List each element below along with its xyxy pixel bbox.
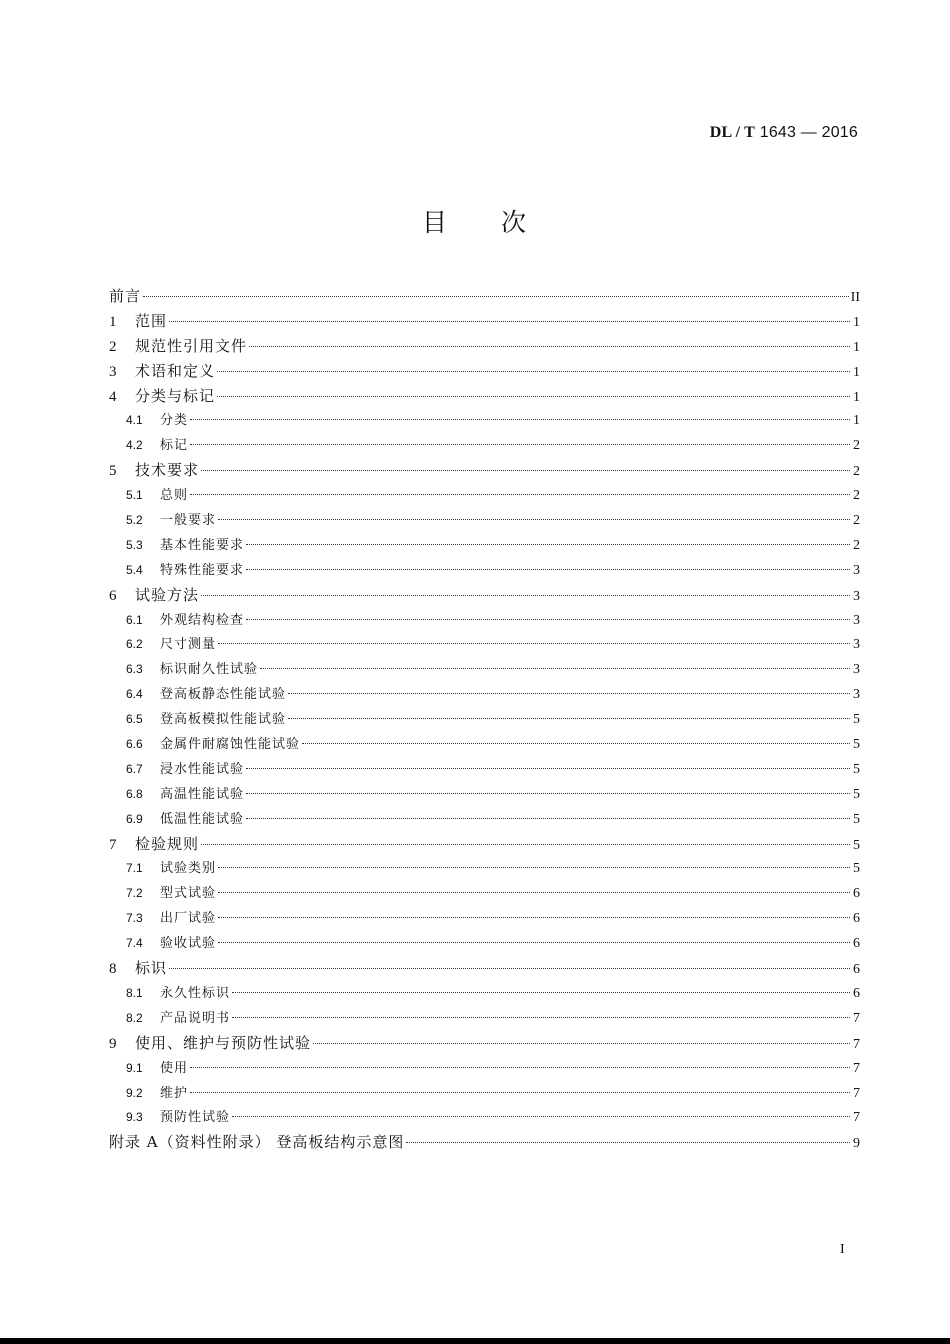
toc-entry-number: 6.7 — [126, 761, 143, 776]
toc-entry-page: 5 — [853, 786, 860, 802]
toc-leader-dots — [217, 371, 850, 372]
toc-entry-number: 4.1 — [126, 413, 143, 428]
toc-entry[interactable] — [109, 981, 860, 1006]
toc-entry-label: 低温性能试验 — [160, 811, 245, 827]
toc-entry[interactable] — [109, 906, 860, 931]
toc-entry[interactable] — [109, 956, 860, 981]
toc-entry[interactable] — [109, 757, 860, 782]
toc-leader-dots — [190, 444, 850, 445]
toc-entry-number: 3 — [109, 363, 117, 380]
toc-leader-dots — [218, 942, 850, 943]
toc-entry-number: 6.5 — [126, 712, 143, 727]
toc-entry-number: 4.2 — [126, 438, 143, 453]
toc-entry-label: 维护 — [160, 1085, 189, 1101]
toc-entry-number: 6 — [109, 587, 117, 604]
toc-entry-page: 3 — [853, 637, 860, 653]
toc-entry[interactable] — [109, 558, 860, 583]
toc-entry-page: 5 — [853, 837, 860, 853]
toc-entry[interactable] — [109, 632, 860, 657]
toc-leader-dots — [302, 743, 850, 744]
toc-entry-page: 2 — [853, 438, 860, 454]
toc-entry[interactable] — [109, 732, 860, 757]
toc-entry-label: 特殊性能要求 — [160, 562, 245, 578]
toc-entry-number: 2 — [109, 338, 117, 355]
toc-entry-number: 7 — [109, 836, 117, 853]
toc-entry-number: 6.1 — [126, 612, 143, 627]
toc-entry[interactable] — [109, 533, 860, 558]
toc-entry-label: 基本性能要求 — [160, 537, 245, 553]
toc-entry-label: 标识耐久性试验 — [160, 662, 259, 678]
toc-leader-dots — [190, 494, 850, 495]
toc-entry[interactable] — [109, 657, 860, 682]
toc-entry-page: 2 — [853, 537, 860, 553]
toc-leader-dots — [218, 867, 850, 868]
toc-entry-label: 试验方法 — [135, 585, 200, 604]
toc-entry-page: 1 — [853, 413, 860, 429]
toc-entry[interactable] — [109, 881, 860, 906]
standard-prefix: DL / T — [709, 124, 756, 141]
toc-entry-number: 8 — [109, 961, 117, 978]
toc-entry-number: 7.3 — [126, 911, 143, 926]
toc-entry[interactable] — [109, 408, 860, 433]
toc-entry-number: 8.2 — [126, 1010, 143, 1025]
toc-entry-number: 4 — [109, 388, 117, 405]
toc-entry-label: 出厂试验 — [160, 911, 217, 927]
toc-leader-dots — [190, 1092, 850, 1093]
toc-entry-page: 5 — [853, 761, 860, 777]
toc-entry-number: 1 — [109, 313, 117, 330]
toc-leader-dots — [288, 693, 850, 694]
toc-entry[interactable] — [109, 458, 860, 483]
toc-entry-number: 7.1 — [126, 861, 143, 876]
toc-entry-label: 外观结构检查 — [160, 612, 245, 628]
toc-leader-dots — [313, 1043, 850, 1044]
toc-entry-page: 1 — [853, 339, 860, 355]
toc-entry-page: 1 — [853, 364, 860, 380]
toc-entry-label: 金属件耐腐蚀性能试验 — [160, 737, 301, 753]
toc-leader-dots — [218, 519, 850, 520]
toc-entry-label: 标记 — [160, 438, 189, 454]
toc-entry-page: 3 — [853, 662, 860, 678]
toc-entry[interactable] — [109, 1056, 860, 1081]
toc-entry-page: 7 — [853, 1060, 860, 1076]
toc-leader-dots — [201, 595, 850, 596]
toc-leader-dots — [246, 619, 850, 620]
toc-entry[interactable] — [109, 1081, 860, 1106]
toc-leader-dots — [260, 668, 850, 669]
toc-entry[interactable] — [109, 1130, 860, 1155]
toc-entry-label: 登高板静态性能试验 — [160, 687, 287, 703]
toc-entry-page: II — [850, 290, 860, 305]
toc-entry-page: 7 — [853, 1110, 860, 1126]
toc-entry[interactable] — [109, 832, 860, 857]
toc-leader-dots — [232, 992, 850, 993]
toc-entry-label: 范围 — [135, 311, 168, 330]
toc-entry-number: 9 — [109, 1035, 117, 1052]
toc-entry-label: 试验类别 — [160, 861, 217, 877]
toc-entry-page: 6 — [853, 911, 860, 927]
toc-entry[interactable] — [109, 1105, 860, 1130]
table-of-contents — [109, 284, 860, 1155]
toc-entry-label: 预防性试验 — [160, 1110, 231, 1126]
standard-number: 1643 — 2016 — [759, 124, 858, 141]
toc-entry-label: 产品说明书 — [160, 1010, 231, 1026]
toc-entry[interactable] — [109, 583, 860, 608]
page-title — [0, 203, 950, 239]
toc-entry-label: 登高板模拟性能试验 — [160, 712, 287, 728]
toc-entry-number: 7.4 — [126, 936, 143, 951]
toc-entry-label: 型式试验 — [160, 886, 217, 902]
toc-entry[interactable] — [109, 334, 860, 359]
toc-entry-label: 高温性能试验 — [160, 786, 245, 802]
toc-leader-dots — [218, 892, 850, 893]
toc-entry-number: 9.2 — [126, 1085, 143, 1100]
toc-leader-dots — [246, 569, 850, 570]
toc-entry-page: 3 — [853, 612, 860, 628]
toc-leader-dots — [201, 470, 850, 471]
toc-leader-dots — [232, 1116, 850, 1117]
toc-leader-dots — [246, 793, 850, 794]
toc-entry-page: 3 — [853, 588, 860, 604]
bottom-border — [0, 1338, 950, 1344]
toc-entry-number: 6.4 — [126, 687, 143, 702]
toc-entry[interactable] — [109, 707, 860, 732]
toc-entry-label: 分类 — [160, 413, 189, 429]
toc-entry-number: 5.3 — [126, 537, 143, 552]
toc-entry-number: 5.1 — [126, 488, 143, 503]
toc-entry[interactable] — [109, 856, 860, 881]
toc-leader-dots — [246, 768, 850, 769]
toc-entry-page: 1 — [853, 314, 860, 330]
toc-entry-number: 6.8 — [126, 786, 143, 801]
toc-entry-number: 5 — [109, 463, 117, 480]
toc-entry-label: 规范性引用文件 — [135, 336, 248, 355]
toc-entry-page: 7 — [853, 1010, 860, 1026]
toc-entry-number: 6.2 — [126, 637, 143, 652]
toc-entry[interactable] — [109, 682, 860, 707]
toc-leader-dots — [246, 544, 850, 545]
toc-leader-dots — [169, 321, 850, 322]
toc-entry-label: 总则 — [160, 488, 189, 504]
toc-entry-page: 7 — [853, 1036, 860, 1052]
toc-entry-label: 技术要求 — [135, 461, 200, 480]
toc-leader-dots — [406, 1142, 850, 1143]
title-char-1: 目 — [421, 208, 449, 237]
toc-entry-label: 术语和定义 — [135, 361, 216, 380]
toc-entry-number: 7.2 — [126, 886, 143, 901]
toc-entry-number: 8.1 — [126, 985, 143, 1000]
toc-leader-dots — [217, 396, 850, 397]
toc-entry[interactable] — [109, 359, 860, 384]
toc-entry-page: 6 — [853, 936, 860, 952]
toc-entry-label: 浸水性能试验 — [160, 761, 245, 777]
toc-entry-label: 标识 — [135, 959, 168, 978]
toc-entry-label: 永久性标识 — [160, 985, 231, 1001]
toc-entry-label: 使用、维护与预防性试验 — [135, 1033, 312, 1052]
toc-entry[interactable] — [109, 1006, 860, 1031]
toc-entry-number: 9.3 — [126, 1110, 143, 1125]
toc-leader-dots — [190, 419, 850, 420]
toc-entry-page: 5 — [853, 712, 860, 728]
toc-entry-label: 验收试验 — [160, 936, 217, 952]
toc-entry[interactable] — [109, 782, 860, 807]
toc-leader-dots — [218, 917, 850, 918]
toc-entry-number: 9.1 — [126, 1060, 143, 1075]
toc-leader-dots — [232, 1017, 850, 1018]
toc-entry-number: 5.2 — [126, 513, 143, 528]
toc-entry[interactable] — [109, 508, 860, 533]
toc-leader-dots — [201, 844, 850, 845]
toc-entry-number: 5.4 — [126, 562, 143, 577]
toc-entry[interactable] — [109, 284, 860, 309]
toc-entry-page: 9 — [853, 1136, 860, 1152]
toc-leader-dots — [190, 1067, 850, 1068]
toc-entry-page: 5 — [853, 737, 860, 753]
page-number: I — [840, 1242, 845, 1257]
toc-entry-label: 前言 — [109, 287, 142, 305]
toc-entry-number: 6.3 — [126, 662, 143, 677]
toc-entry[interactable] — [109, 931, 860, 956]
toc-entry-page: 2 — [853, 513, 860, 529]
toc-entry-label: 附录 A（资料性附录） 登高板结构示意图 — [109, 1133, 405, 1152]
toc-leader-dots — [169, 968, 850, 969]
toc-entry[interactable] — [109, 608, 860, 633]
toc-entry-page: 1 — [853, 389, 860, 405]
toc-entry-label: 分类与标记 — [135, 386, 216, 405]
toc-leader-dots — [218, 643, 850, 644]
toc-entry[interactable] — [109, 1031, 860, 1056]
toc-leader-dots — [288, 718, 850, 719]
toc-entry-page: 3 — [853, 562, 860, 578]
toc-entry-page: 6 — [853, 962, 860, 978]
toc-leader-dots — [249, 346, 850, 347]
toc-entry-page: 5 — [853, 861, 860, 877]
toc-entry[interactable] — [109, 807, 860, 832]
toc-leader-dots — [143, 296, 849, 297]
toc-leader-dots — [246, 818, 850, 819]
toc-entry-page: 2 — [853, 464, 860, 480]
toc-entry[interactable] — [109, 384, 860, 409]
toc-entry-page: 6 — [853, 886, 860, 902]
toc-entry[interactable] — [109, 483, 860, 508]
toc-entry-label: 使用 — [160, 1060, 189, 1076]
toc-entry-page: 7 — [853, 1085, 860, 1101]
toc-entry-label: 一般要求 — [160, 513, 217, 529]
standard-code — [710, 124, 858, 142]
toc-entry-label: 检验规则 — [135, 834, 200, 853]
toc-entry-page: 3 — [853, 687, 860, 703]
toc-entry-number: 6.9 — [126, 811, 143, 826]
title-char-2: 次 — [501, 208, 529, 237]
toc-entry-page: 6 — [853, 985, 860, 1001]
toc-entry-page: 5 — [853, 811, 860, 827]
toc-entry[interactable] — [109, 309, 860, 334]
toc-entry-label: 尺寸测量 — [160, 637, 217, 653]
toc-entry-page: 2 — [853, 488, 860, 504]
toc-entry-number: 6.6 — [126, 737, 143, 752]
toc-entry[interactable] — [109, 433, 860, 458]
